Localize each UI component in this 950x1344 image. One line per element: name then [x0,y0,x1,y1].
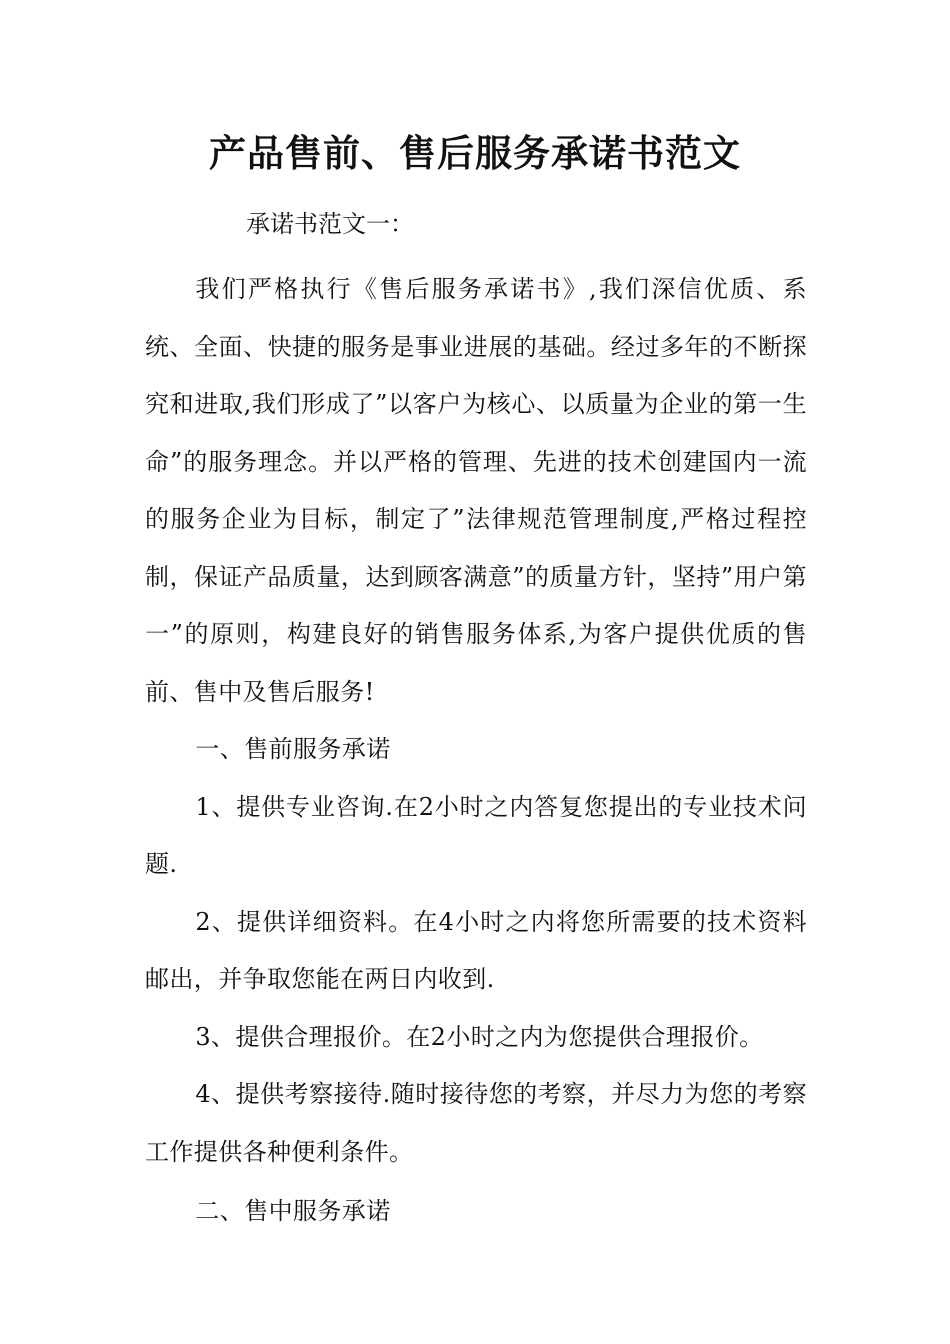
section-heading-insale: 二、售中服务承诺 [195,1197,391,1225]
presale-item-2: 2、提供详细资料。在4小时之内将您所需要的技术资料邮出，并争取您能在两日内收到. [145,907,807,993]
section-heading-presale: 一、售前服务承诺 [195,735,391,763]
presale-item-1: 1、提供专业咨询.在2小时之内答复您提出的专业技术问题. [145,792,807,878]
document-body [145,261,807,1241]
presale-item-4: 4、提供考察接待.随时接待您的考察，并尽力为您的考察工作提供各种便利条件。 [145,1080,807,1166]
intro-paragraph: 我们严格执行《售后服务承诺书》,我们深信优质、系统、全面、快捷的服务是事业进展的基础。经过多年的不断探究和进取,我们形成了”以客户为核心、以质量为企业的第一生命”的服务理念。并以严格的管理、先进的技术创建国内一流的服务企业为目标，制定了”法律规范管理制度,严格过程控制，保证产品质量，达到顾客满意”的质量方针，坚持”用户第一”的原则，构建良好的销售服务体系,为客户提供优质的售前、售中及售后服务! [145,275,807,706]
document-subtitle: 承诺书范文一： [246,210,414,238]
presale-item-3: 3、提供合理报价。在2小时之内为您提供合理报价。 [195,1022,764,1051]
document-title: 产品售前、售后服务承诺书范文 [209,131,741,175]
